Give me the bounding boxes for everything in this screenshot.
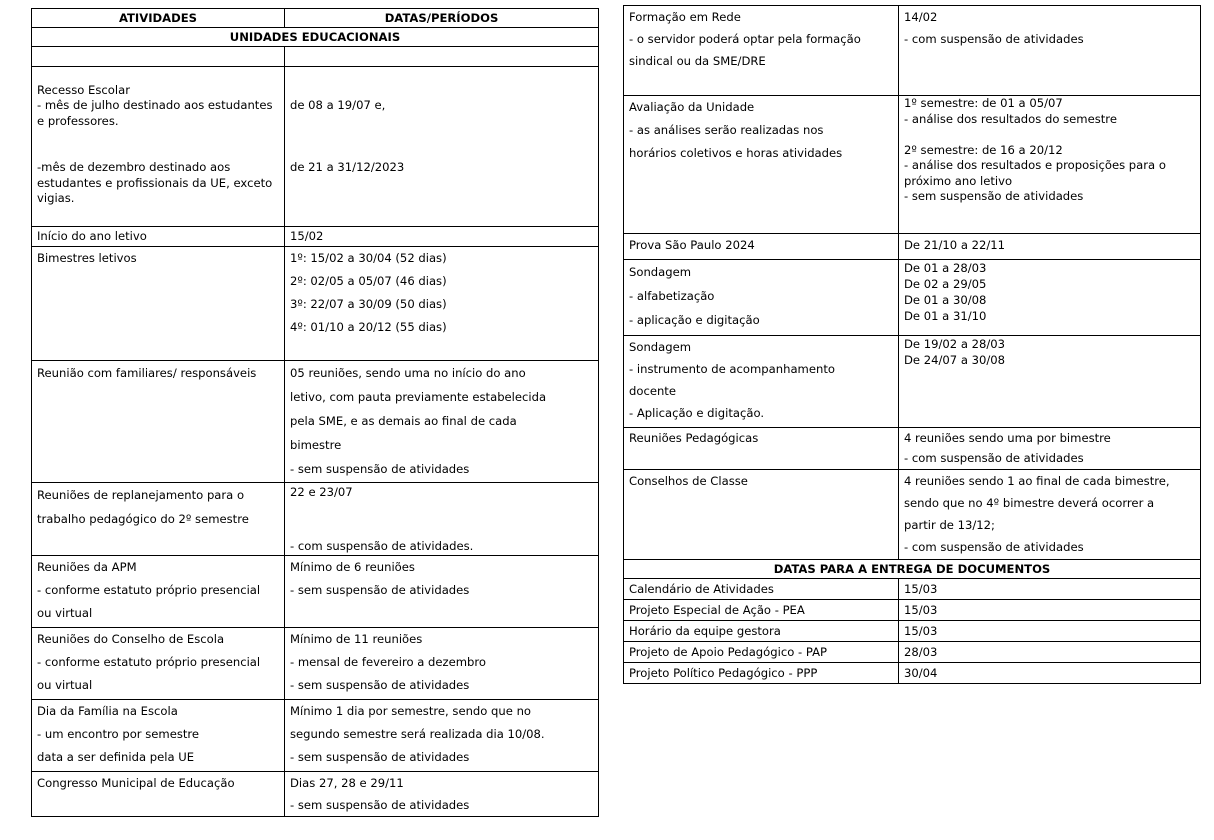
table-row	[624, 6, 1201, 96]
date-cell: Dias 27, 28 e 29/11 - sem suspensão de atividades	[285, 772, 599, 817]
date-cell: 1º semestre: de 01 a 05/07 - análise dos resultados do semestre 2º semestre: de 16 a 20/12 - análise dos resultados e proposições para o próximo ano letivo - sem suspensão de atividades	[899, 96, 1201, 234]
due-date-cell: 15/03	[899, 621, 1201, 642]
table-row	[32, 361, 599, 483]
activity-cell: Reuniões Pedagógicas	[624, 428, 899, 470]
date-cell: 05 reuniões, sendo uma no início do ano letivo, com pauta previamente estabelecida pela SME, e as demais ao final de cada bimestre - sem suspensão de atividades	[285, 361, 599, 483]
table-row	[32, 483, 599, 556]
table-row	[624, 642, 1201, 663]
date-cell: Mínimo de 6 reuniões - sem suspensão de atividades	[285, 556, 599, 628]
activities-table-right	[623, 5, 1201, 684]
activity-cell: Prova São Paulo 2024	[624, 234, 899, 260]
date-cell: De 01 a 28/03 De 02 a 29/05 De 01 a 30/08 De 01 a 31/10	[899, 260, 1201, 336]
activities-table-left	[31, 8, 599, 817]
date-cell: 14/02 - com suspensão de atividades	[899, 6, 1201, 96]
due-date-cell: 15/03	[899, 579, 1201, 600]
table-row	[624, 428, 1201, 470]
table-row	[624, 470, 1201, 560]
table-row	[32, 247, 599, 361]
activity-cell: Bimestres letivos	[32, 247, 285, 361]
date-cell: de 08 a 19/07 e, de 21 a 31/12/2023	[285, 67, 599, 227]
table-header-row	[32, 9, 599, 28]
activity-cell: Início do ano letivo	[32, 227, 285, 247]
table-row	[624, 96, 1201, 234]
table-row	[624, 621, 1201, 642]
date-cell: 4 reuniões sendo 1 ao final de cada bimestre, sendo que no 4º bimestre deverá ocorrer a partir de 13/12; - com suspensão de atividades	[899, 470, 1201, 560]
document-cell: Projeto Político Pedagógico - PPP	[624, 663, 899, 684]
activity-cell: Sondagem - alfabetização - aplicação e digitação	[624, 260, 899, 336]
due-date-cell: 30/04	[899, 663, 1201, 684]
table-row	[624, 579, 1201, 600]
activity-cell: Recesso Escolar - mês de julho destinado aos estudantes e professores. -mês de dezembro destinado aos estudantes e profissionais da UE, exceto vigias.	[32, 67, 285, 227]
table-row	[624, 336, 1201, 428]
activity-cell: Avaliação da Unidade - as análises serão realizadas nos horários coletivos e horas atividades	[624, 96, 899, 234]
due-date-cell: 15/03	[899, 600, 1201, 621]
activity-cell: Reunião com familiares/ responsáveis	[32, 361, 285, 483]
date-cell: De 19/02 a 28/03 De 24/07 a 30/08	[899, 336, 1201, 428]
date-cell	[285, 47, 599, 67]
table-row	[624, 260, 1201, 336]
table-row	[624, 600, 1201, 621]
table-row	[32, 556, 599, 628]
table-row	[32, 628, 599, 700]
section-row	[32, 28, 599, 47]
table-row	[624, 234, 1201, 260]
due-date-cell: 28/03	[899, 642, 1201, 663]
section-title: UNIDADES EDUCACIONAIS	[32, 28, 599, 47]
document-cell: Calendário de Atividades	[624, 579, 899, 600]
date-cell: Mínimo de 11 reuniões - mensal de fevereiro a dezembro - sem suspensão de atividades	[285, 628, 599, 700]
date-cell: Mínimo 1 dia por semestre, sendo que no segundo semestre será realizada dia 10/08. - sem suspensão de atividades	[285, 700, 599, 772]
table-row	[32, 700, 599, 772]
date-cell: De 21/10 a 22/11	[899, 234, 1201, 260]
activity-cell: Reuniões de replanejamento para o trabalho pedagógico do 2º semestre	[32, 483, 285, 556]
activity-cell: Sondagem - instrumento de acompanhamento docente - Aplicação e digitação.	[624, 336, 899, 428]
table-row	[32, 67, 599, 227]
activity-cell: Dia da Família na Escola - um encontro por semestre data a ser definida pela UE	[32, 700, 285, 772]
document-cell: Horário da equipe gestora	[624, 621, 899, 642]
header-activities: ATIVIDADES	[32, 9, 285, 28]
activity-cell: Conselhos de Classe	[624, 470, 899, 560]
table-row	[624, 663, 1201, 684]
date-cell: 4 reuniões sendo uma por bimestre - com suspensão de atividades	[899, 428, 1201, 470]
activity-cell: Reuniões da APM - conforme estatuto próprio presencial ou virtual	[32, 556, 285, 628]
date-cell: 1º: 15/02 a 30/04 (52 dias) 2º: 02/05 a 05/07 (46 dias) 3º: 22/07 a 30/09 (50 dias) 4º: 01/10 a 20/12 (55 dias)	[285, 247, 599, 361]
activity-cell: Reuniões do Conselho de Escola - conforme estatuto próprio presencial ou virtual	[32, 628, 285, 700]
table-row	[32, 772, 599, 817]
activity-cell: Congresso Municipal de Educação	[32, 772, 285, 817]
header-dates: DATAS/PERÍODOS	[285, 9, 599, 28]
date-cell: 15/02	[285, 227, 599, 247]
document-cell: Projeto de Apoio Pedagógico - PAP	[624, 642, 899, 663]
table-row	[32, 47, 599, 67]
section-title: DATAS PARA A ENTREGA DE DOCUMENTOS	[624, 560, 1201, 579]
activity-cell: Formação em Rede - o servidor poderá optar pela formação sindical ou da SME/DRE	[624, 6, 899, 96]
table-row	[32, 227, 599, 247]
activity-cell	[32, 47, 285, 67]
document-cell: Projeto Especial de Ação - PEA	[624, 600, 899, 621]
date-cell: 22 e 23/07 - com suspensão de atividades.	[285, 483, 599, 556]
section-row	[624, 560, 1201, 579]
